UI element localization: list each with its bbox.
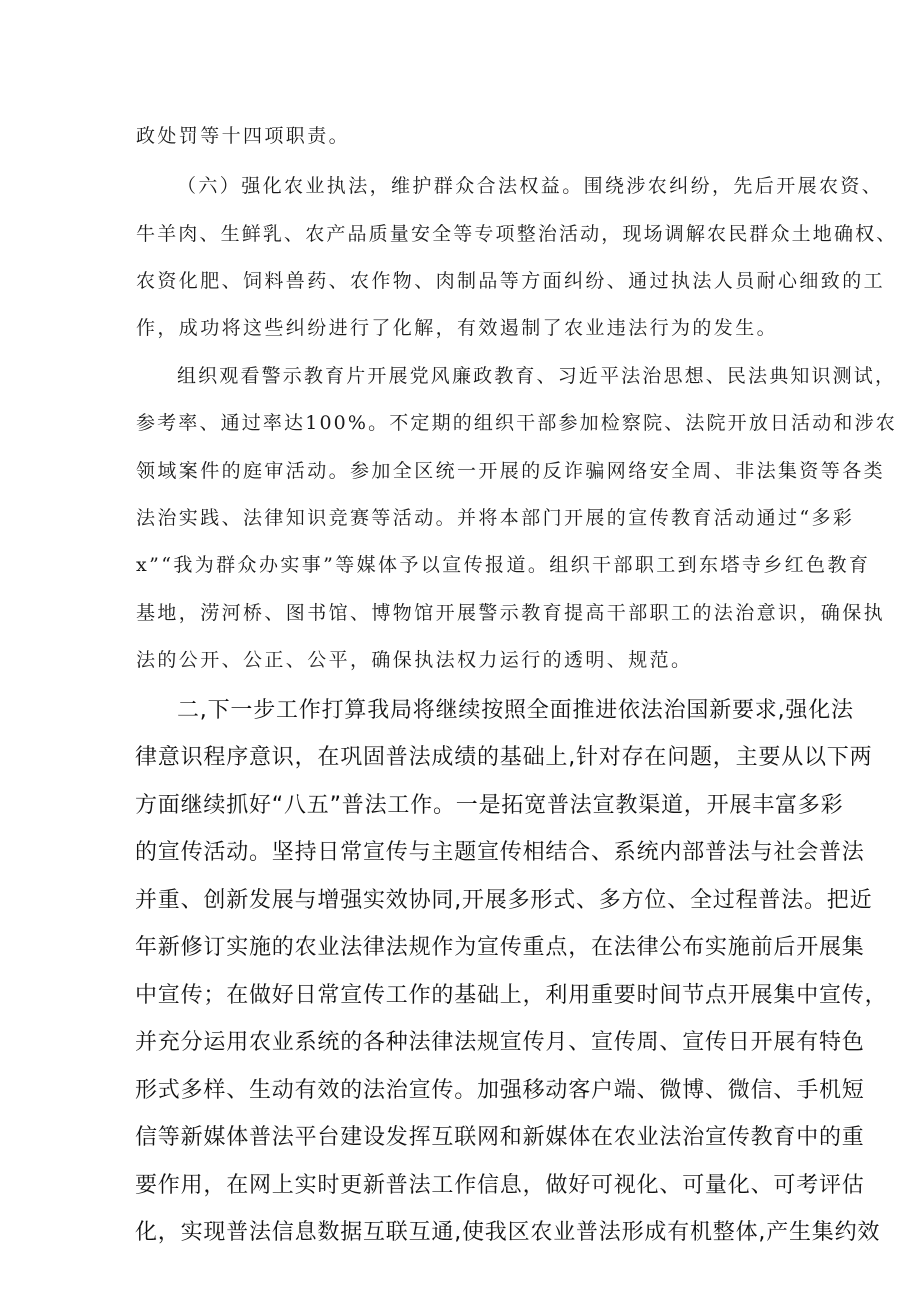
text-line: 化，实现普法信息数据互联互通,使我区农业普法形成有机整体,产生集约效	[135, 1220, 881, 1245]
text-line: 的宣传活动。坚持日常宣传与主题宣传相结合、系统内部普法与社会普法	[135, 840, 865, 865]
text-line: 领域案件的庭审活动。参加全区统一开展的反诈骗网络安全周、非法集资等各类	[136, 460, 886, 482]
text-line: 牛羊肉、生鲜乳、农产品质量安全等专项整治活动，现场调解农民群众土地确权、	[136, 223, 898, 245]
text-line: 律意识程序意识，在巩固普法成绩的基础上,针对存在问题，主要从以下两	[135, 745, 873, 770]
text-line: 参考率、通过率达100%。不定期的组织干部参加检察院、法院开放日活动和涉农	[136, 412, 897, 434]
text-line: 中宣传；在做好日常宣传工作的基础上，利用重要时间节点开展集中宣传，	[135, 983, 888, 1008]
text-line: 二,下一步工作打算我局将继续按照全面推进依法治国新要求,强化法	[177, 698, 854, 723]
text-line: x”“我为群众办实事”等媒体予以宣传报道。组织干部职工到东塔寺乡红色教育	[136, 554, 871, 576]
text-line: 法的公开、公正、公平，确保执法权力运行的透明、规范。	[136, 649, 693, 671]
text-line: 法治实践、法律知识竞赛等活动。并将本部门开展的宣传教育活动通过“多彩	[136, 507, 855, 529]
text-line: 基地，涝河桥、图书馆、博物馆开展警示教育提高干部职工的法治意识，确保执	[136, 602, 886, 624]
text-line: 形式多样、生动有效的法治宣传。加强移动客户端、微博、微信、手机短	[135, 1078, 865, 1103]
text-line: 信等新媒体普法平台建设发挥互联网和新媒体在农业法治宣传教育中的重	[135, 1125, 865, 1150]
text-line: 并重、创新发展与增强实效协同,开展多形式、多方位、全过程普法。把近	[135, 888, 873, 913]
text-line: （六）强化农业执法，维护群众合法权益。围绕涉农纠纷，先后开展农资、	[177, 175, 884, 197]
text-line: 农资化肥、饲料兽药、农作物、肉制品等方面纠纷、通过执法人员耐心细致的工	[136, 270, 886, 292]
text-line: 并充分运用农业系统的各种法律法规宣传月、宣传周、宣传日开展有特色	[135, 1030, 865, 1055]
text-line: 要作用，在网上实时更新普法工作信息，做好可视化、可量化、可考评估	[135, 1173, 865, 1198]
text-line: 政处罚等十四项职责。	[136, 125, 351, 147]
text-line: 年新修订实施的农业法律法规作为宣传重点，在法律公布实施前后开展集	[135, 935, 865, 960]
text-line: 作，成功将这些纠纷进行了化解，有效遏制了农业违法行为的发生。	[136, 317, 779, 339]
text-line: 组织观看警示教育片开展党风廉政教育、习近平法治思想、民法典知识测试，	[177, 365, 897, 387]
text-line: 方面继续抓好“八五”普法工作。一是拓宽普法宣教渠道，开展丰富多彩	[135, 793, 844, 818]
